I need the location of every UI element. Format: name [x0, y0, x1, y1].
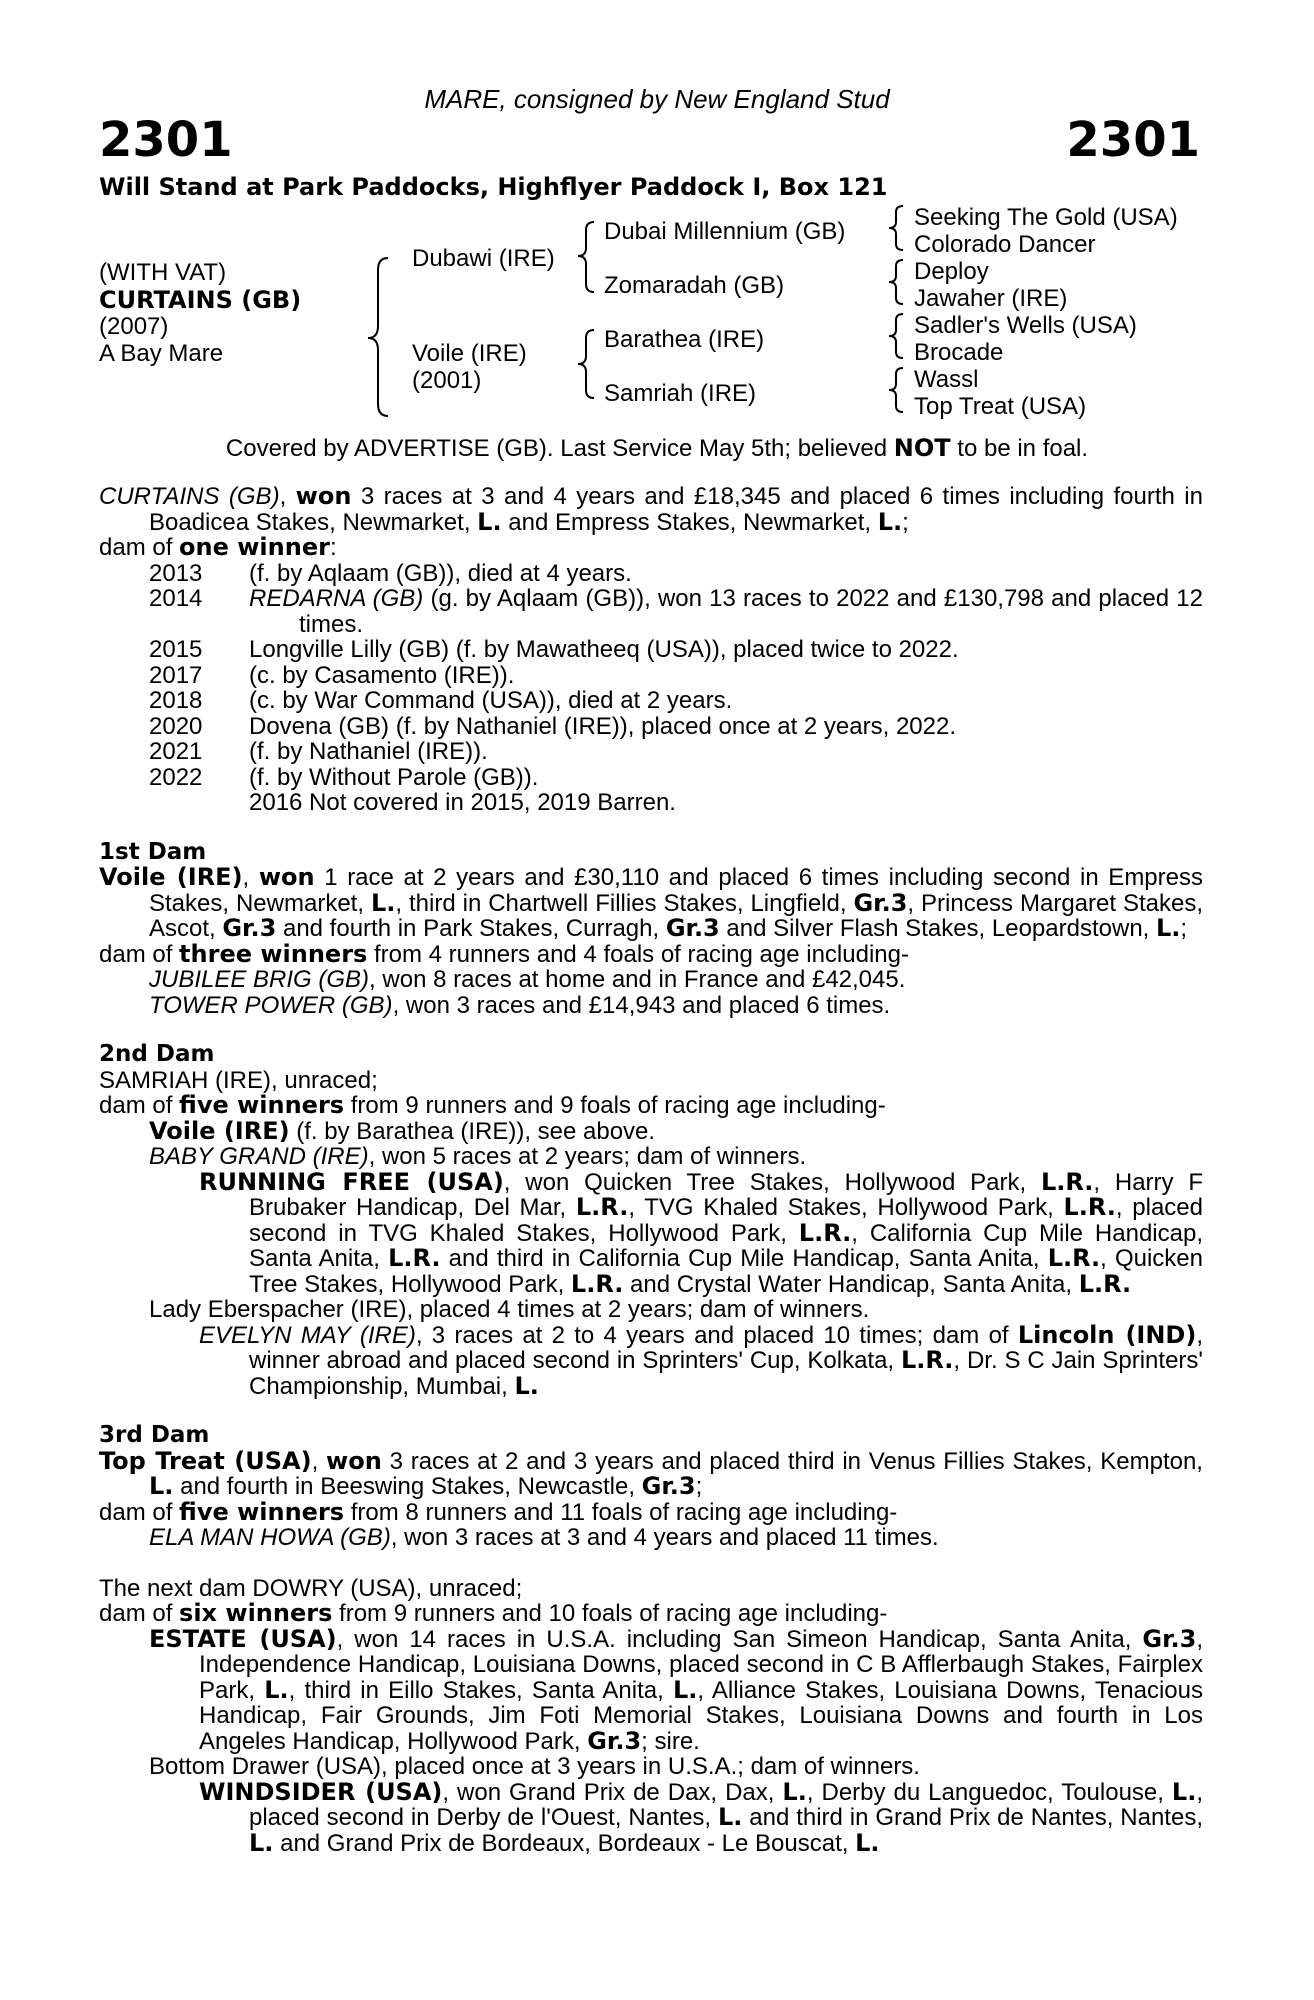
pedigree-sire: Dubawi (IRE)	[412, 245, 555, 272]
running-free-record: RUNNING FREE (USA), won Quicken Tree Stakes, Hollywood Park, L.R., Harry F Brubaker Handicap, Del Mar, L.R., TVG Khaled Stakes, Hollywood Park, L.R., placed second in TVG Khaled Stakes, Hollywood Park, L.R., California Cup Mile Handicap, Santa Anita, L.R. and third in California Cup Mile Handicap, Santa Anita, L.R., Quicken Tree Stakes, Hollywood Park, L.R. and Crystal Water Handicap, Santa Anita, L.R.	[199, 1167, 1204, 1298]
first-dam-progeny-1: JUBILEE BRIG (GB), won 8 races at home and in France and £42,045.	[149, 966, 906, 993]
consignment-line: MARE, consigned by New England Stud	[424, 84, 890, 114]
stand-location: Will Stand at Park Paddocks, Highflyer Paddock I, Box 121	[99, 173, 888, 201]
curtains-dam-of: dam of one winner:	[99, 533, 337, 561]
first-dam-heading: 1st Dam	[99, 838, 207, 865]
third-dam-dam-of: dam of five winners from 8 runners and 11 foals of racing age including-	[99, 1497, 898, 1526]
second-dam-heading: 2nd Dam	[99, 1041, 215, 1067]
brace-main	[368, 258, 388, 416]
second-dam-progeny-baby-grand: BABY GRAND (IRE), won 5 races at 2 years; dam of winners.	[149, 1143, 807, 1170]
lot-number-left: 2301	[99, 112, 233, 168]
pedigree-dam-sire: Barathea (IRE)	[604, 326, 765, 353]
lady-eberspacher-line: Lady Eberspacher (IRE), placed 4 times at 2 years; dam of winners.	[149, 1296, 870, 1323]
second-dam-line: SAMRIAH (IRE), unraced;	[99, 1066, 378, 1094]
third-dam-heading: 3rd Dam	[99, 1422, 210, 1448]
next-dam-line: The next dam DOWRY (USA), unraced;	[99, 1574, 523, 1602]
windsider-record: WINDSIDER (USA), won Grand Prix de Dax, Dax, L., Derby du Languedoc, Toulouse, L., placed second in Derby de l'Ouest, Nantes, L. and third in Grand Prix de Nantes, Nantes, L. and Grand Prix de Bordeaux, Bordeaux - Le Bouscat, L.	[199, 1777, 1204, 1857]
pedigree-g1: Seeking The Gold (USA)	[914, 204, 1178, 231]
horse-name: CURTAINS (GB)	[99, 286, 302, 314]
first-dam-record: Voile (IRE), won 1 race at 2 years and £30,110 and placed 6 times including second in Empress Stakes, Newmarket, L., third in Chartwell Fillies Stakes, Lingfield, Gr.3, Princess Margaret Stakes, Ascot, Gr.3 and fourth in Park Stakes, Curragh, Gr.3 and Silver Flash Stakes, Leopardstown, L.;	[99, 863, 1203, 942]
pedigree-g6: Brocade	[914, 339, 1004, 366]
brace-sire	[578, 222, 594, 292]
curtains-record: CURTAINS (GB), won 3 races at 3 and 4 years and £18,345 and placed 6 times including fourth in Boadicea Stakes, Newmarket, L. and Empress Stakes, Newmarket, L.;	[99, 482, 1203, 536]
produce-row: 2014 REDARNA (GB) (g. by Aqlaam (GB)), won 13 races to 2022 and £130,798 and placed 12 times.	[149, 585, 1204, 638]
brace-g2	[889, 260, 903, 304]
horse-year: (2007)	[99, 313, 169, 340]
estate-record: ESTATE (USA), won 14 races in U.S.A. including San Simeon Handicap, Santa Anita, Gr.3, Independence Handicap, Louisiana Downs, placed second in C B Afflerbaugh Stakes, Fairplex Park, L., third in Eillo Stakes, Santa Anita, L., Alliance Stakes, Louisiana Downs, Tenacious Handicap, Fair Grounds, Jim Foti Memorial Stakes, Louisiana Downs and fourth in Los Angeles Handicap, Hollywood Park, Gr.3; sire.	[149, 1624, 1204, 1755]
brace-g4	[889, 368, 903, 412]
first-dam-dam-of: dam of three winners from 4 runners and 4 foals of racing age including-	[99, 939, 909, 968]
produce-row: 2017 (c. by Casamento (IRE)).	[149, 661, 515, 689]
produce-list	[99, 561, 1203, 816]
brace-dam	[578, 330, 594, 398]
covered-line: Covered by ADVERTISE (GB). Last Service May 5th; believed NOT to be in foal.	[225, 434, 1089, 462]
pedigree-sire-sire: Dubai Millennium (GB)	[604, 218, 846, 245]
produce-row: 2013 (f. by Aqlaam (GB)), died at 4 years.	[149, 559, 632, 587]
pedigree-g5: Sadler's Wells (USA)	[914, 312, 1137, 339]
bottom-drawer-line: Bottom Drawer (USA), placed once at 3 years in U.S.A.; dam of winners.	[149, 1753, 920, 1780]
produce-row: 2015 Longville Lilly (GB) (f. by Mawatheeq (USA)), placed twice to 2022.	[149, 636, 959, 663]
lot-number-right: 2301	[1066, 112, 1200, 168]
pedigree-dam-dam: Samriah (IRE)	[604, 380, 757, 407]
next-dam-dam-of: dam of six winners from 9 runners and 10 foals of racing age including-	[99, 1599, 888, 1627]
horse-description: A Bay Mare	[99, 340, 224, 367]
second-dam-dam-of: dam of five winners from 9 runners and 9 foals of racing age including-	[99, 1091, 886, 1119]
brace-g1	[889, 206, 903, 250]
pedigree-dam-year: (2001)	[412, 367, 482, 394]
produce-row: 2018 (c. by War Command (USA)), died at 2 years.	[149, 687, 733, 714]
produce-row: 2022 (f. by Without Parole (GB)).	[149, 763, 539, 791]
pedigree-g2: Colorado Dancer	[914, 231, 1096, 258]
second-dam-progeny-voile: Voile (IRE) (f. by Barathea (IRE)), see above.	[149, 1116, 656, 1145]
produce-row: 2021 (f. by Nathaniel (IRE)).	[149, 738, 488, 765]
pedigree-g4: Jawaher (IRE)	[914, 285, 1068, 312]
produce-row: 2020 Dovena (GB) (f. by Nathaniel (IRE)), placed once at 2 years, 2022.	[149, 712, 957, 740]
third-dam-progeny-1: ELA MAN HOWA (GB), won 3 races at 3 and 4 years and placed 11 times.	[149, 1524, 939, 1551]
produce-row: 2016 Not covered in 2015, 2019 Barren.	[249, 789, 676, 816]
pedigree-g3: Deploy	[914, 258, 989, 285]
race-record	[99, 484, 1203, 1856]
vat-label: (WITH VAT)	[99, 259, 227, 286]
pedigree-g8: Top Treat (USA)	[914, 393, 1087, 420]
pedigree-g7: Wassl	[914, 366, 979, 393]
pedigree-dam: Voile (IRE)	[412, 340, 527, 367]
first-dam-progeny-2: TOWER POWER (GB), won 3 races and £14,943 and placed 6 times.	[149, 991, 891, 1019]
pedigree-sire-dam: Zomaradah (GB)	[604, 272, 785, 299]
brace-g3	[889, 314, 903, 358]
third-dam-record: Top Treat (USA), won 3 races at 2 and 3 years and placed third in Venus Fillies Stakes, Kempton, L. and fourth in Beeswing Stakes, Newcastle, Gr.3;	[99, 1446, 1203, 1500]
evelyn-may-record: EVELYN MAY (IRE), 3 races at 2 to 4 years and placed 10 times; dam of Lincoln (IND), winner abroad and placed second in Sprinters' Cup, Kolkata, L.R., Dr. S C Jain Sprinters' Championship, Mumbai, L.	[199, 1320, 1203, 1400]
